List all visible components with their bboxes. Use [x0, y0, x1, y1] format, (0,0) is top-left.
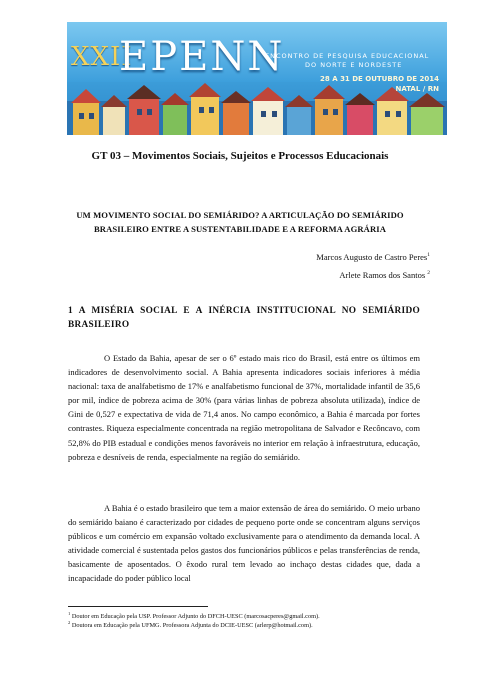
author-2-name: Arlete Ramos dos Santos	[339, 270, 428, 280]
author-1	[316, 252, 430, 262]
paper-title-line-2: BRASILEIRO ENTRE A SUSTENTABILIDADE E A REFORMA AGRÁRIA	[93, 224, 387, 234]
banner-tagline-1: ENCONTRO DE PESQUISA EDUCACIONAL	[265, 52, 430, 60]
body-paragraph-2: A Bahia é o estado brasileiro que tem a maior extensão de área do semiárido. O meio urbano do semiárido baiano é caracterizado por cidades de pequeno porte onde se concentram alguns serviços públicos e um comércio em expansão voltado exclusivamente para o atendimento da demanda local. A atividade comercial é sustentada pelos gastos dos funcionários públicos e pelas transferências de renda, basicamente de aposentados. O êxodo rural tem levado ao inchaço destas cidades que, dada a incapacidade do poder público local	[68, 503, 420, 584]
banner-tagline-2: DO NORTE E NORDESTE	[305, 61, 403, 69]
paper-title	[48, 208, 432, 236]
footnote-2	[68, 618, 428, 630]
author-1-name: Marcos Augusto de Castro Peres	[316, 252, 428, 262]
banner-place: NATAL / RN	[395, 85, 439, 93]
section-heading: 1 A MISÉRIA SOCIAL E A INÉRCIA INSTITUCIONAL NO SEMIÁRIDO BRASILEIRO	[68, 306, 420, 330]
event-banner	[67, 22, 447, 135]
footnote-divider	[68, 606, 208, 607]
banner-edition-number: XXII	[71, 42, 133, 72]
author-2-footnote-mark: 2	[427, 270, 430, 277]
author-1-footnote-mark: 1	[427, 252, 430, 259]
author-2	[339, 270, 430, 280]
footnote-1-mark: 1	[68, 611, 71, 616]
banner-event-name: EPENN	[119, 34, 285, 80]
working-group-heading: GT 03 – Movimentos Sociais, Sujeitos e Processos Educacionais	[91, 150, 389, 162]
footnote-1-text: Doutor em Educação pela USP. Professor Adjunto do DFCH-UESC (marcosacperes@gmail.com).	[70, 613, 320, 621]
footnote-2-text: Doutora em Educação pela UFMG. Professora Adjunta do DCIE-UESC (arlerp@hotmail.com).	[70, 622, 313, 630]
footnote-2-mark: 2	[68, 620, 71, 625]
banner-date: 28 A 31 DE OUTUBRO DE 2014	[320, 75, 439, 83]
paper-title-line-1: UM MOVIMENTO SOCIAL DO SEMIÁRIDO? A ARTICULAÇÃO DO SEMIÁRIDO	[76, 210, 404, 220]
body-paragraph-1: O Estado da Bahia, apesar de ser o 6º estado mais rico do Brasil, está entre os últimos em indicadores de desenvolvimento social. A Bahia apresenta indicadores sociais inferiores à média nacional: taxa de analfabetismo de 17% e analfabetismo funcional de 37%, mortalidade infantil de 35,6 por mil, índice de pobreza acima de 30% (para várias linhas de pobreza absoluta utilizada), índice de Gini de 0,527 e expectativa de vida de 71,4 anos. No campo econômico, a Bahia é marcada por fortes contrastes. Riqueza especialmente concentrada na região metropolitana de Salvador e Recôncavo, com 52,8% do PIB estadual e condições menos favoráveis no interior em relação à infraestrutura, educação, pobreza e desníveis de renda, especialmente na região do semiárido.	[68, 353, 420, 462]
